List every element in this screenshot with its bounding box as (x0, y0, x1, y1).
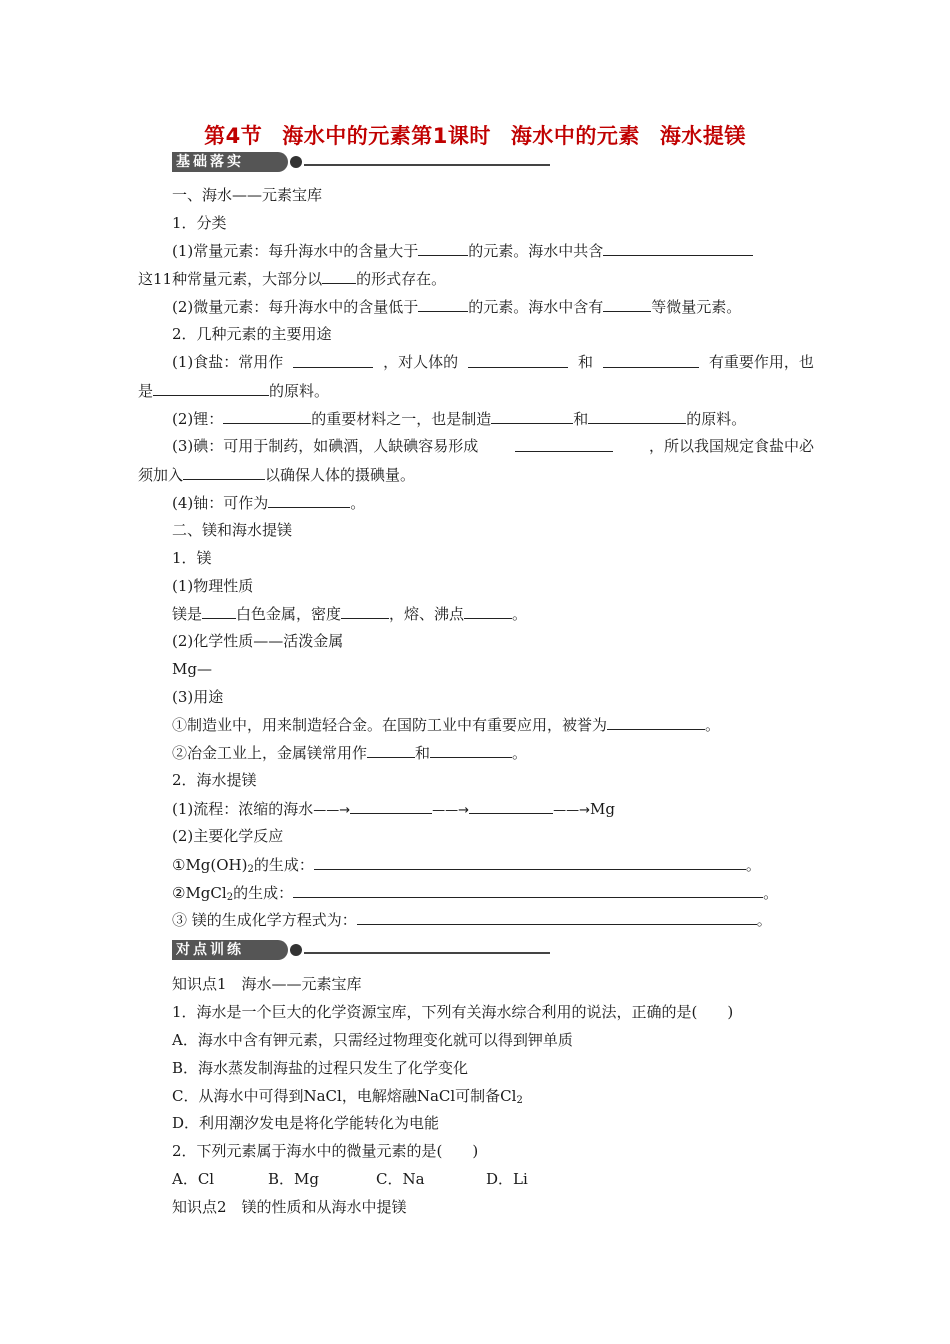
subheading-classification: 1．分类 (172, 214, 227, 232)
topic-1: 海水中的元素 (510, 124, 640, 148)
question-2: 2．下列元素属于海水中的微量元素的是( ) (172, 1142, 479, 1160)
text-line (172, 296, 741, 317)
text: 须加入 (138, 466, 184, 484)
option-b[interactable]: B．Mg (268, 1170, 319, 1188)
option-a[interactable]: A．Cl (172, 1170, 215, 1188)
text: 和 (573, 410, 589, 428)
text: Mg (589, 800, 615, 818)
text: ，所以我国规定食盐中必 (648, 437, 814, 455)
text: 的重要材料之一，也是制造 (311, 410, 492, 428)
answer-blank[interactable] (314, 854, 746, 870)
text: ②冶金工业上，金属镁常用作 (172, 744, 368, 762)
text: (4)铀：可作为 (172, 494, 269, 512)
answer-blank[interactable] (491, 408, 573, 424)
banner-practice-label: 对点训练 (172, 940, 288, 960)
section-1-heading: 一、海水——元素宝库 (172, 186, 323, 204)
text: 。 (512, 605, 528, 623)
text: 的生成： (253, 856, 314, 874)
answer-blank[interactable] (350, 798, 432, 814)
text: (2)微量元素：每升海水中的含量低于 (172, 298, 419, 316)
text: 的生成： (233, 884, 294, 902)
arrow-icon: ——→ (313, 803, 351, 818)
answer-blank[interactable] (202, 603, 236, 619)
subscript: 2 (247, 864, 254, 875)
arrow-icon: ——→ (432, 803, 470, 818)
text: 这11种常量元素，大部分以 (138, 270, 323, 288)
text-line (172, 492, 365, 513)
text: ①Mg(OH) (172, 856, 248, 874)
answer-blank[interactable] (430, 742, 512, 758)
text: 是 (138, 382, 154, 400)
section-2-heading: 二、镁和海水提镁 (172, 521, 293, 539)
question-2-options (172, 1169, 528, 1189)
text: (1)食盐：常用作 (172, 353, 284, 371)
text: 。 (745, 856, 761, 874)
mg-reaction-stub: Mg— (172, 660, 212, 678)
text: (1)流程：浓缩的海水 (172, 800, 314, 818)
option-b[interactable]: B．海水蒸发制海盐的过程只发生了化学变化 (172, 1059, 469, 1077)
subheading-uses-mg: (3)用途 (172, 688, 224, 706)
answer-blank[interactable] (322, 268, 356, 284)
banner-rule (304, 164, 550, 166)
text: ，对人体的 (383, 353, 459, 371)
answer-blank[interactable] (468, 352, 568, 368)
subscript: 2 (226, 892, 234, 903)
answer-blank[interactable] (293, 352, 373, 368)
answer-blank[interactable] (469, 798, 553, 814)
answer-blank[interactable] (607, 714, 705, 730)
text: ②MgCl (172, 884, 227, 902)
text: 等微量元素。 (651, 298, 742, 316)
text: (2)锂： (172, 410, 224, 428)
text: 白色金属，密度 (236, 605, 342, 623)
answer-blank[interactable] (341, 603, 389, 619)
bullet-dot-icon (290, 156, 302, 168)
option-c[interactable]: C．Na (376, 1170, 425, 1188)
answer-blank[interactable] (603, 296, 651, 312)
arrow-icon: ——→ (553, 803, 590, 818)
text: (1)常量元素：每升海水中的含量大于 (172, 242, 419, 260)
text-line (172, 854, 761, 880)
text: 以确保人体的摄碘量。 (265, 466, 416, 484)
text: 。 (705, 716, 721, 734)
knowledge-point-2: 知识点2 镁的性质和从海水中提镁 (172, 1198, 407, 1216)
text-line (172, 240, 753, 261)
subheading-reactions: (2)主要化学反应 (172, 827, 284, 845)
option-c[interactable] (172, 1086, 523, 1111)
text-line (172, 714, 720, 735)
subheading-extraction: 2．海水提镁 (172, 771, 257, 789)
option-d[interactable]: D．Li (486, 1170, 528, 1188)
text: 和 (578, 353, 594, 371)
text-line (172, 436, 814, 456)
text: 和 (415, 744, 431, 762)
text: 有重要作用，也 (708, 353, 814, 371)
answer-blank[interactable] (603, 352, 699, 368)
answer-blank[interactable] (293, 882, 763, 898)
knowledge-point-1: 知识点1 海水——元素宝库 (172, 975, 362, 993)
subheading-magnesium: 1．镁 (172, 549, 212, 567)
text: ①制造业中，用来制造轻合金。在国防工业中有重要应用，被誉为 (172, 716, 608, 734)
answer-blank[interactable] (418, 296, 468, 312)
answer-blank[interactable] (603, 240, 753, 256)
option-d[interactable]: D．利用潮汐发电是将化学能转化为电能 (172, 1114, 440, 1132)
text-line (138, 380, 329, 401)
text: 镁是 (172, 605, 203, 623)
text: 的元素。海水中含有 (468, 298, 604, 316)
text: ，熔、沸点 (389, 605, 465, 623)
subscript: 2 (516, 1095, 523, 1106)
flow-line (172, 798, 615, 821)
topic-2: 海水提镁 (659, 124, 746, 148)
lesson-title: 海水中的元素第1课时 (282, 124, 491, 148)
subheading-physical: (1)物理性质 (172, 577, 254, 595)
text: (3)碘：可用于制药，如碘酒，人缺碘容易形成 (172, 437, 479, 455)
text: 的原料。 (269, 382, 330, 400)
section-number: 第4节 (204, 124, 263, 148)
text-line (172, 408, 746, 429)
text-line (138, 464, 415, 485)
answer-blank[interactable] (357, 909, 757, 925)
text: 的元素。海水中共含 (468, 242, 604, 260)
banner-rule (304, 952, 550, 954)
banner-basics-label: 基础落实 (172, 152, 288, 172)
text: ③ 镁的生成化学方程式为： (172, 911, 357, 929)
text-line (172, 352, 814, 372)
text-line (172, 742, 527, 763)
answer-blank[interactable] (223, 408, 311, 424)
answer-blank[interactable] (268, 492, 350, 508)
page-title (0, 120, 950, 150)
subheading-chemical: (2)化学性质——活泼金属 (172, 632, 344, 650)
banner-practice (172, 940, 550, 960)
bullet-dot-icon (290, 944, 302, 956)
option-a[interactable]: A．海水中含有钾元素，只需经过物理变化就可以得到钾单质 (172, 1031, 573, 1049)
text-line (172, 882, 778, 908)
text: C．从海水中可得到NaCl，电解熔融NaCl可制备Cl (172, 1087, 517, 1105)
text: 。 (512, 744, 528, 762)
text: 的形式存在。 (356, 270, 447, 288)
text-line (138, 268, 446, 289)
banner-basics (172, 152, 550, 172)
answer-blank[interactable] (367, 742, 415, 758)
answer-blank[interactable] (153, 380, 269, 396)
text: 。 (350, 494, 366, 512)
text: 。 (756, 911, 772, 929)
answer-blank[interactable] (418, 240, 468, 256)
answer-blank[interactable] (515, 436, 613, 452)
text-line (172, 603, 527, 624)
answer-blank[interactable] (588, 408, 686, 424)
subheading-uses: 2．几种元素的主要用途 (172, 325, 332, 343)
text: 。 (763, 884, 779, 902)
text-line (172, 909, 772, 930)
answer-blank[interactable] (183, 464, 265, 480)
question-1: 1．海水是一个巨大的化学资源宝库，下列有关海水综合利用的说法，正确的是( ) (172, 1003, 734, 1021)
answer-blank[interactable] (464, 603, 512, 619)
text: 的原料。 (686, 410, 747, 428)
